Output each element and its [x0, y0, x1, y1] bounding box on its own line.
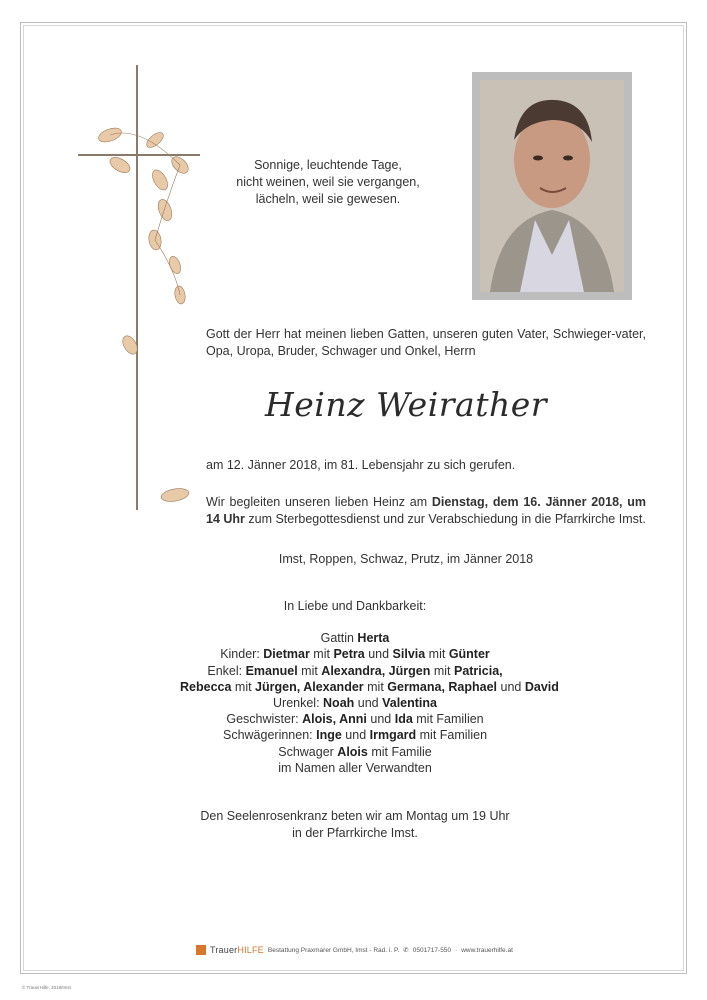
family-list: [180, 598, 559, 776]
funeral-post: zum Sterbegottesdienst und zur Verabschiedung in die Pfarrkirche Imst.: [244, 512, 646, 526]
rosary-notice: [180, 808, 530, 842]
copyright-note: © TrauerHilfe, 2018/Imst: [22, 985, 71, 990]
family-children: Kinder: Dietmar mit Petra und Silvia mit Günter: [220, 647, 490, 662]
family-siblings: Geschwister: Alois, Anni und Ida mit Familien: [226, 712, 484, 727]
funeral-pre: Wir begleiten unseren lieben Heinz am: [206, 495, 432, 509]
phone-number: 0501717-550: [412, 946, 452, 954]
funeral-date: Dienstag, dem 16. Jänner 2018, um 14 Uhr: [206, 495, 646, 526]
family-brother-in-law: Schwager Alois mit Familie: [278, 744, 432, 759]
footer: [196, 943, 513, 957]
funeral-announcement: [206, 494, 646, 528]
death-notice: am 12. Jänner 2018, im 81. Lebensjahr zu sich gerufen.: [206, 458, 516, 472]
rosary-line: Den Seelenrosenkranz beten wir am Montag um 19 Uhr: [200, 809, 510, 823]
portrait-photo: [480, 80, 624, 292]
intro-text: Gott der Herr hat meinen lieben Gatten, unseren guten Vater, Schwieger-vater, Opa, Uropa, Bruder, Schwager und Onkel, Herrn: [206, 327, 646, 358]
family-great-grandchildren: Urenkel: Noah und Valentina: [273, 696, 437, 711]
family-grandchildren: Enkel: Emanuel mit Alexandra, Jürgen mit Patricia,: [207, 663, 503, 678]
family-grandchildren-cont: Rebecca mit Jürgen, Alexander mit Germana, Raphael und David: [180, 679, 559, 694]
verse-line: lächeln, weil sie gewesen.: [255, 192, 401, 206]
deceased-name: Heinz Weirather: [264, 385, 548, 424]
thanks-line: In Liebe und Dankbarkeit:: [283, 599, 427, 613]
verse: [218, 157, 438, 208]
brand-name: TrauerHILFE: [210, 945, 264, 955]
family-relatives: im Namen aller Verwandten: [278, 760, 432, 775]
portrait-illustration: [480, 80, 624, 292]
trauerhilfe-logo-icon: [196, 945, 206, 955]
cross-with-leaves-illustration: [60, 55, 220, 525]
place-date: Imst, Roppen, Schwaz, Prutz, im Jänner 2018: [278, 552, 534, 566]
rosary-line: in der Pfarrkirche Imst.: [292, 826, 418, 840]
portrait-frame: [472, 72, 632, 300]
family-wife: Gattin Herta: [320, 631, 390, 646]
website-link[interactable]: www.trauerhilfe.at: [461, 946, 513, 954]
family-sisters-in-law: Schwägerinnen: Inge und Irmgard mit Familien: [222, 728, 488, 743]
verse-line: Sonnige, leuchtende Tage,: [254, 158, 402, 172]
company-name: Bestattung Praxmarer GmbH, Imst - Rad. i. P.: [267, 946, 400, 954]
verse-line: nicht weinen, weil sie vergangen,: [236, 175, 420, 189]
phone-icon: ✆: [403, 947, 409, 954]
separator: ·: [455, 946, 458, 954]
